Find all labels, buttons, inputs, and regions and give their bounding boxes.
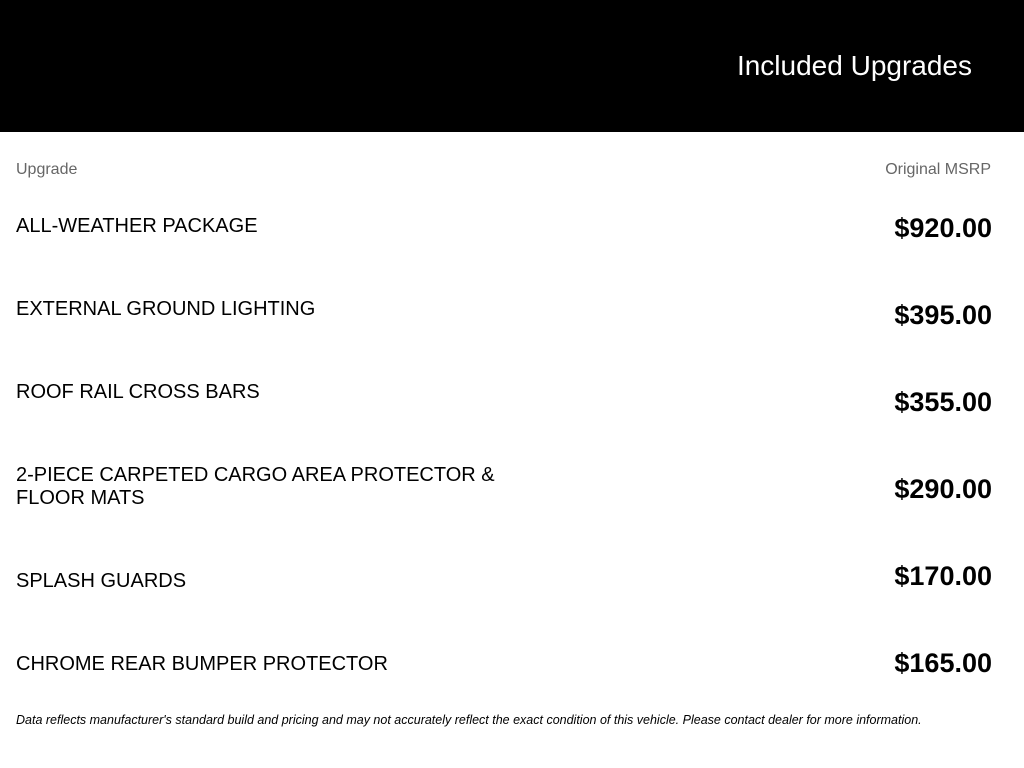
- upgrade-name: CHROME REAR BUMPER PROTECTOR: [16, 653, 388, 675]
- column-header-upgrade: Upgrade: [16, 161, 78, 178]
- upgrade-price: $165.00: [894, 648, 992, 678]
- upgrade-row: [0, 635, 1024, 722]
- upgrade-row: [0, 374, 1024, 461]
- upgrade-price: $395.00: [894, 300, 992, 330]
- column-header-msrp: Original MSRP: [885, 161, 991, 178]
- upgrade-row: [0, 200, 1024, 287]
- upgrade-row: [0, 548, 1024, 635]
- upgrade-name: ROOF RAIL CROSS BARS: [16, 381, 260, 403]
- upgrade-price: $920.00: [894, 213, 992, 243]
- upgrade-price: $170.00: [894, 561, 992, 591]
- upgrade-row: [0, 461, 1024, 548]
- page-header: [0, 0, 1024, 132]
- upgrade-price: $290.00: [894, 474, 992, 504]
- upgrade-name: ALL-WEATHER PACKAGE: [16, 215, 258, 237]
- upgrade-price: $355.00: [894, 387, 992, 417]
- disclaimer-footnote: Data reflects manufacturer's standard build and pricing and may not accurately reflect the exact condition of this vehicle. Please contact dealer for more information.: [16, 713, 922, 727]
- upgrade-name: SPLASH GUARDS: [16, 570, 187, 592]
- page-title: Included Upgrades: [736, 50, 972, 81]
- upgrade-row: [0, 287, 1024, 374]
- upgrade-name: EXTERNAL GROUND LIGHTING: [16, 298, 316, 320]
- upgrade-name: 2-PIECE CARPETED CARGO AREA PROTECTOR & FLOOR MATS: [16, 464, 495, 509]
